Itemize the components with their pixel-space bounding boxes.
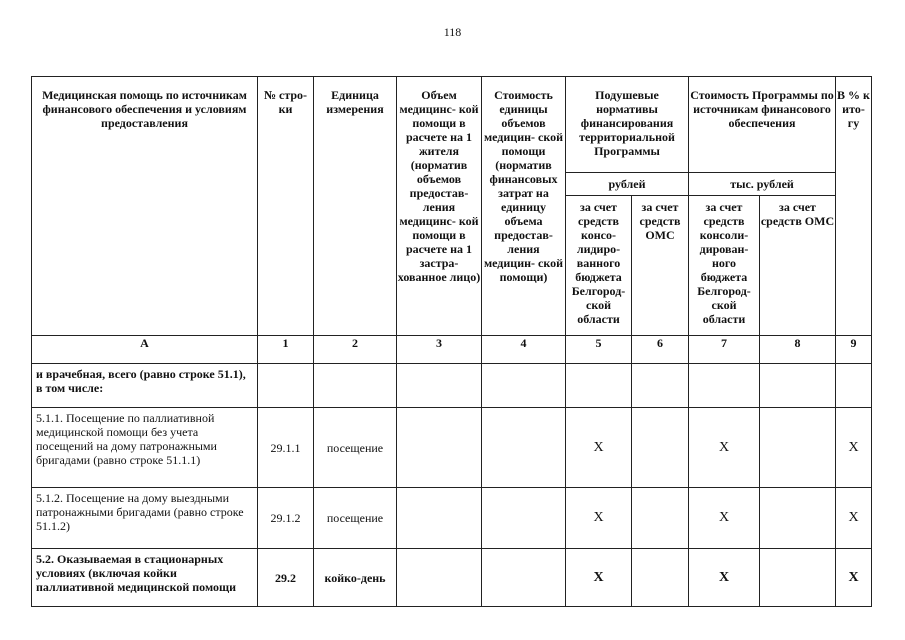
row-volume: [397, 488, 482, 549]
header-program-cost: Стоимость Программы по источникам финансового обеспечения: [689, 77, 836, 173]
header-percent-of-total: В % к ито- гу: [836, 77, 872, 336]
column-number: 2: [314, 336, 397, 364]
column-number: 5: [566, 336, 632, 364]
row-label: 5.1.2. Посещение на дому выездными патронажными бригадами (равно строке 51.1.2): [32, 488, 258, 549]
row-oms-program: [760, 408, 836, 488]
row-unit: [314, 364, 397, 408]
row-regional-budget-per-capita: [566, 364, 632, 408]
header-oms-per-capita: за счет средств ОМС: [632, 196, 689, 336]
header-volume: Объем медицинс- кой помощи в расчете на 1 жителя (норматив объемов предостав- ления медицинс- кой помощи в расчете на 1 застра- хованное лицо): [397, 77, 482, 336]
header-per-capita-norms: Подушевые нормативы финансирования территориальной Программы: [566, 77, 689, 173]
page-number: 118: [443, 25, 462, 39]
row-volume: [397, 408, 482, 488]
row-volume: [397, 549, 482, 607]
row-line-number: 29.1.1: [258, 408, 314, 488]
row-oms-per-capita: [632, 549, 689, 607]
row-label: 5.2. Оказываемая в стационарных условиях (включая койки паллиативной медицинской помощи: [32, 549, 258, 607]
financing-table: [31, 76, 872, 607]
row-unit: посещение: [314, 488, 397, 549]
column-number: 4: [482, 336, 566, 364]
column-number: 7: [689, 336, 760, 364]
row-oms-program: [760, 549, 836, 607]
row-oms-program: [760, 488, 836, 549]
header-line-number: № стро- ки: [258, 77, 314, 336]
row-percent-of-total: X: [836, 408, 872, 488]
row-line-number: 29.1.2: [258, 488, 314, 549]
header-regional-budget-per-capita: за счет средств консо- лидиро- ванного бюджета Белгород- ской области: [566, 196, 632, 336]
header-oms-program: за счет средств ОМС: [760, 196, 836, 336]
row-label: 5.1.1. Посещение по паллиативной медицинской помощи без учета посещений на дому патронажными бригадами (равно строке 51.1.1): [32, 408, 258, 488]
row-oms-per-capita: [632, 408, 689, 488]
row-oms-per-capita: [632, 364, 689, 408]
row-regional-budget-per-capita: X: [566, 408, 632, 488]
table-row: [32, 488, 872, 549]
column-number: 6: [632, 336, 689, 364]
column-number: 1: [258, 336, 314, 364]
row-unit: посещение: [314, 408, 397, 488]
header-unit-cost: Стоимость единицы объемов медицин- ской помощи (норматив финансовых затрат на единицу объема предостав- ления медицин- ской помощи): [482, 77, 566, 336]
row-volume: [397, 364, 482, 408]
table-row: [32, 408, 872, 488]
row-label: и врачебная, всего (равно строке 51.1), в том числе:: [32, 364, 258, 408]
row-unit-cost: [482, 488, 566, 549]
row-regional-budget-per-capita: X: [566, 488, 632, 549]
row-line-number: [258, 364, 314, 408]
column-number-row: [32, 336, 872, 364]
row-percent-of-total: [836, 364, 872, 408]
header-row: [32, 77, 872, 173]
row-line-number: 29.2: [258, 549, 314, 607]
column-number: 9: [836, 336, 872, 364]
row-oms-program: [760, 364, 836, 408]
column-number: А: [32, 336, 258, 364]
row-unit-cost: [482, 408, 566, 488]
row-percent-of-total: X: [836, 549, 872, 607]
row-unit-cost: [482, 364, 566, 408]
row-regional-budget-program: X: [689, 408, 760, 488]
header-medical-care: Медицинская помощь по источникам финансового обеспечения и условиям предоставления: [32, 77, 258, 336]
row-regional-budget-per-capita: X: [566, 549, 632, 607]
header-unit-rubles: рублей: [566, 173, 689, 196]
row-percent-of-total: X: [836, 488, 872, 549]
row-regional-budget-program: X: [689, 488, 760, 549]
table-row: [32, 549, 872, 607]
row-unit: койко-день: [314, 549, 397, 607]
column-number: 8: [760, 336, 836, 364]
row-regional-budget-program: [689, 364, 760, 408]
row-regional-budget-program: X: [689, 549, 760, 607]
header-unit-thousand-rubles: тыс. рублей: [689, 173, 836, 196]
table-row: [32, 364, 872, 408]
header-regional-budget-program: за счет средств консоли- дирован- ного бюджета Белгород- ской области: [689, 196, 760, 336]
row-unit-cost: [482, 549, 566, 607]
column-number: 3: [397, 336, 482, 364]
header-unit: Единица измерения: [314, 77, 397, 336]
row-oms-per-capita: [632, 488, 689, 549]
